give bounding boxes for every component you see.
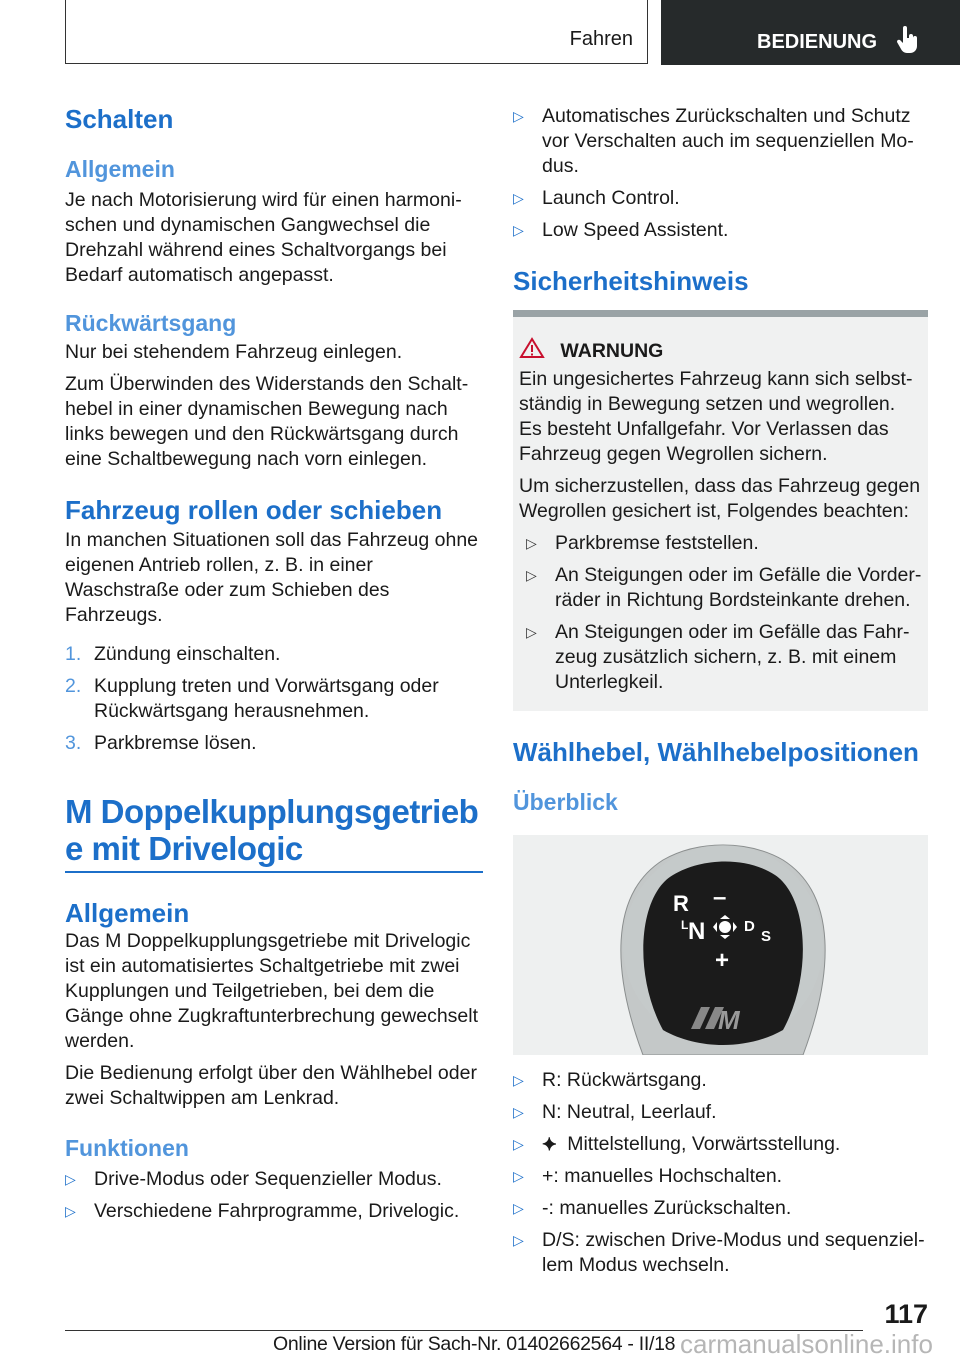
item-text: Verschiedene Fahrprogramme, Drivelogic. [94, 1200, 460, 1222]
list-item [65, 731, 483, 756]
item-text: Launch Control. [542, 187, 680, 209]
heading-waehlhebel: Wählhebel, Wählhebelpositionen [513, 737, 919, 767]
center-position-icon: ⯌ [542, 1133, 558, 1155]
triangle-bullet-icon: ▷ [65, 1171, 76, 1187]
triangle-bullet-icon: ▷ [526, 624, 537, 640]
heading-rollen: Fahrzeug rollen oder schieben [65, 495, 443, 525]
triangle-bullet-icon: ▷ [513, 222, 524, 238]
center-position-icon [719, 921, 731, 933]
step-text: Kupplung treten und Vorwärtsgang oder Rückwärtsgang herausnehmen. [94, 675, 439, 722]
page-number: 117 [884, 1299, 928, 1329]
item-text: Automatisches Zurückschalten und Schutz vor Verschalten auch im sequenziellen Modus. [542, 105, 914, 177]
footer-text: Online Version für Sach-Nr. 01402662564 - II/18 [273, 1333, 676, 1355]
triangle-bullet-icon: ▷ [513, 108, 524, 124]
triangle-bullet-icon: ▷ [513, 1232, 524, 1248]
triangle-bullet-icon: ▷ [526, 567, 537, 583]
item-text: -: manuelles Zurückschalten. [542, 1197, 792, 1219]
knob-label-plus: + [715, 947, 730, 974]
knob-label-s: S [761, 928, 772, 945]
knob-label-minus: – [713, 884, 727, 911]
paragraph: Die Bedienung erfolgt über den Wählhebel oder zwei Schaltwippen am Lenkrad. [65, 1062, 477, 1109]
heading-allgemein: Allgemein [65, 156, 175, 182]
knob-label-l: L [681, 918, 689, 932]
header-chapter-tab [661, 0, 960, 65]
paragraph: Das M Doppelkupplungsgetriebe mit Drivelogic ist ein automatisiertes Schaltgetriebe mit zwei Kupplungen und Teilgetrieben, bei dem die Gänge ohne Zugkraftunterbrechung gewechselt werden. [65, 930, 479, 1052]
list-item [513, 1228, 931, 1278]
warning-title-row [519, 337, 922, 362]
heading-ueberblick: Überblick [513, 789, 618, 815]
paragraph: Ein ungesichertes Fahrzeug kann sich selbstständig in Bewegung setzen und wegrollen. Es besteht Unfallgefahr. Vor Verlassen das Fahrzeug gegen Wegrollen sichern. [519, 368, 913, 465]
list-item [513, 1100, 931, 1125]
heading-allgemein-2: Allgemein [65, 898, 190, 928]
triangle-bullet-icon: ▷ [513, 1072, 524, 1088]
item-text: N: Neutral, Leerlauf. [542, 1101, 717, 1123]
step-number: 1. [65, 643, 82, 665]
item-text: +: manuelles Hochschalten. [542, 1165, 783, 1187]
chapter-label: BEDIENUNG [757, 31, 878, 53]
triangle-bullet-icon: ▷ [65, 1203, 76, 1219]
knob-label-n: N [688, 918, 706, 945]
warning-title: WARNUNG [560, 340, 664, 362]
item-text: Low Speed Assistent. [542, 219, 729, 241]
positions-list [513, 1068, 931, 1278]
list-item [513, 1132, 931, 1157]
left-column [65, 103, 483, 1224]
item-text: R: Rückwärtsgang. [542, 1069, 707, 1091]
item-text: Mittelstellung, Vorwärtsstellung. [567, 1133, 841, 1155]
right-column-bottom [513, 736, 931, 815]
section-label: Fahren [569, 28, 633, 50]
paragraph: Nur bei stehendem Fahrzeug einlegen. [65, 341, 403, 363]
knob-label-r: R [673, 891, 689, 916]
list-item [513, 1196, 931, 1221]
item-text: An Steigungen oder im Gefälle die Vorderräder in Richtung Bordsteinkante drehen. [555, 564, 922, 611]
triangle-bullet-icon: ▷ [526, 535, 537, 551]
header-section-tab [65, 0, 648, 64]
list-item [513, 104, 931, 179]
heading-schalten: Schalten [65, 104, 174, 134]
gear-selector-illustration [513, 835, 928, 1055]
list-item [526, 620, 922, 695]
watermark: carmanualsonline.info [680, 1329, 933, 1359]
step-number: 3. [65, 732, 82, 754]
list-item [65, 674, 483, 724]
hand-pointer-icon [895, 26, 921, 54]
warning-list [519, 531, 922, 695]
heading-m-dkg: M Doppelkupplungsgetrieb e mit Drivelogic [65, 793, 483, 873]
warning-box [513, 310, 928, 711]
heading-funktionen: Funktionen [65, 1135, 189, 1161]
triangle-bullet-icon: ▷ [513, 1136, 524, 1152]
triangle-bullet-icon: ▷ [513, 1168, 524, 1184]
list-item [513, 186, 931, 211]
item-text: D/S: zwischen Drive-Modus und sequenziellem Modus wechseln. [542, 1229, 925, 1276]
list-item [65, 1167, 483, 1192]
paragraph: In manchen Situationen soll das Fahrzeug ohne eigenen Antrieb rollen, z. B. in einer Waschstraße oder zum Schieben des Fahrzeugs. [65, 529, 479, 626]
steps-list [65, 642, 483, 756]
paragraph: Zum Überwinden des Widerstands den Schalthebel in einer dynamischen Bewegung nach links bewegen und den Rückwärtsgang durch eine Schaltbewegung nach vorn einlegen. [65, 373, 469, 470]
item-text: Parkbremse feststellen. [555, 532, 759, 554]
list-item [513, 1164, 931, 1189]
list-item [526, 531, 922, 556]
item-text: An Steigungen oder im Gefälle das Fahrzeug zusätzlich sichern, z. B. mit einem Unterlegkeil. [555, 621, 910, 693]
triangle-bullet-icon: ▷ [513, 1200, 524, 1216]
item-text: Drive-Modus oder Sequenzieller Modus. [94, 1168, 442, 1190]
list-item [513, 1068, 931, 1093]
triangle-bullet-icon: ▷ [513, 1104, 524, 1120]
triangle-bullet-icon: ▷ [513, 190, 524, 206]
list-item [513, 218, 931, 243]
step-text: Parkbremse lösen. [94, 732, 257, 754]
paragraph: Um sicherzustellen, dass das Fahrzeug gegen Wegrollen gesichert ist, Folgendes beachten: [519, 475, 921, 522]
right-column-top [513, 104, 931, 297]
warning-triangle-icon [519, 337, 545, 359]
step-number: 2. [65, 675, 82, 697]
list-item [526, 563, 922, 613]
step-text: Zündung einschalten. [94, 643, 281, 665]
list-item [65, 642, 483, 667]
knob-label-d: D [744, 918, 755, 935]
paragraph: Je nach Motorisierung wird für einen harmonischen und dynamischen Gangwechsel die Drehzahl während eines Schaltvorgangs bei Bedarf automatisch angepasst. [65, 189, 462, 286]
heading-rueckwaertsgang: Rückwärtsgang [65, 310, 237, 336]
heading-sicherheitshinweis: Sicherheitshinweis [513, 266, 749, 296]
m-logo: M [718, 1005, 740, 1035]
list-item [65, 1199, 483, 1224]
